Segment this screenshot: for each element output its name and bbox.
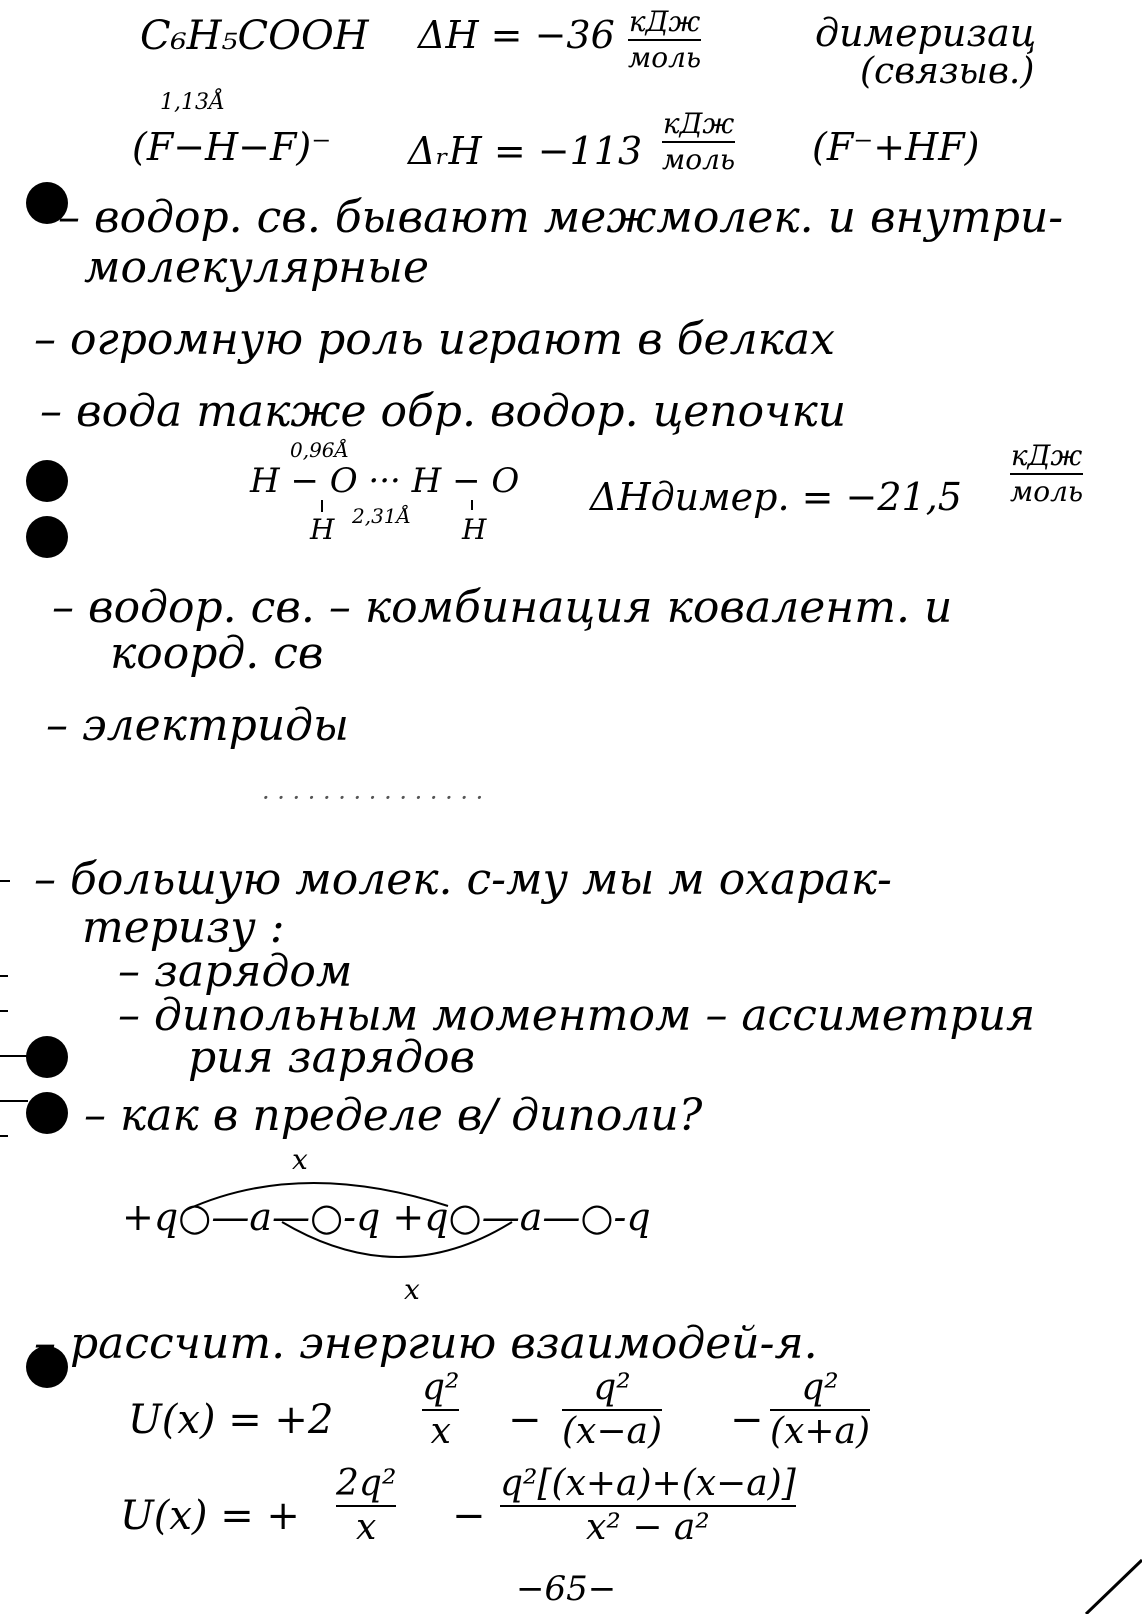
minus-sign: − [730,1397,764,1443]
faint-marks: · · · · · · · · · · · · · · · [262,784,484,812]
dimerization-note: димеризац [815,11,1037,55]
unit-numerator: кДж [662,107,735,140]
fraction-numerator: q² [593,1367,631,1408]
note-line: – большую молек. с-му мы м охарак- [34,854,892,905]
bifluoride-reaction: (F⁻+HF) [812,125,980,169]
water-h-right: H [462,513,487,546]
minus-sign: − [452,1493,486,1539]
dipole-chain: +q○—a—○-q +q○—a—○-q [122,1195,651,1239]
water-oh-length: 0,96Å [290,438,349,462]
fraction-numerator: q² [422,1367,460,1408]
fraction-denominator: (x−a) [562,1411,663,1452]
fraction-denominator: x² − a² [586,1507,710,1548]
unit-denominator: моль [628,41,702,74]
note-line: теризу : [82,902,285,953]
fraction-numerator: q² [801,1367,839,1408]
fraction-numerator: q²[(x+a)+(x−a)] [500,1463,796,1504]
dipole-distance-top: x [292,1143,308,1176]
unit-denominator: моль [662,143,736,176]
equation-1-lhs: U(x) = +2 [128,1397,334,1443]
note-line: коорд. св [110,628,324,679]
note-line: – водор. св. бывают межмолек. и внутри- [58,192,1064,243]
dimer-enthalpy: ΔHдимер. = −21,5 [590,475,962,519]
note-sub-line: – дипольным моментом – ассиметрия [118,990,1036,1041]
minus-sign: − [508,1397,542,1443]
fraction-denominator: x [430,1411,451,1452]
water-h-left: H [310,513,335,546]
note-line: – водор. св. – комбинация ковалент. и [52,582,953,633]
water-dimer-chain: H − O ··· H − O [250,461,520,501]
fraction-denominator: x [356,1507,377,1548]
bifluoride-bond-length: 1,13Å [160,90,225,115]
unit-numerator: кДж [628,5,701,38]
benzoic-enthalpy: ΔH = −36 [418,13,615,57]
bifluoride-ion: (F−H−F)⁻ [132,125,332,169]
unit-denominator: моль [1010,475,1084,508]
page-number: −65− [516,1569,617,1609]
note-line: – огромную роль играют в белках [34,314,835,365]
note-line: – как в пределе в/ диполи? [84,1090,703,1141]
note-sub-line: рия зарядов [188,1032,476,1083]
note-sub-line: – зарядом [118,946,353,997]
water-hbond-length: 2,31Å [352,504,411,528]
fraction-numerator: 2q² [336,1463,397,1504]
equation-2-lhs: U(x) = + [120,1493,300,1539]
dipole-distance-bottom: x [404,1273,420,1306]
unit-numerator: кДж [1010,439,1083,472]
note-line: – электриды [46,700,349,751]
note-line: – вода также обр. водор. цепочки [40,386,847,437]
dimerization-note-paren: (связыв.) [860,51,1035,92]
note-line: молекулярные [84,242,429,293]
benzoic-acid-formula: C₆H₅COOH [140,13,369,59]
fraction-denominator: (x+a) [770,1411,871,1452]
note-line: – рассчит. энергию взаимодей-я. [34,1318,818,1369]
bifluoride-enthalpy: ΔᵣH = −113 [408,129,643,173]
